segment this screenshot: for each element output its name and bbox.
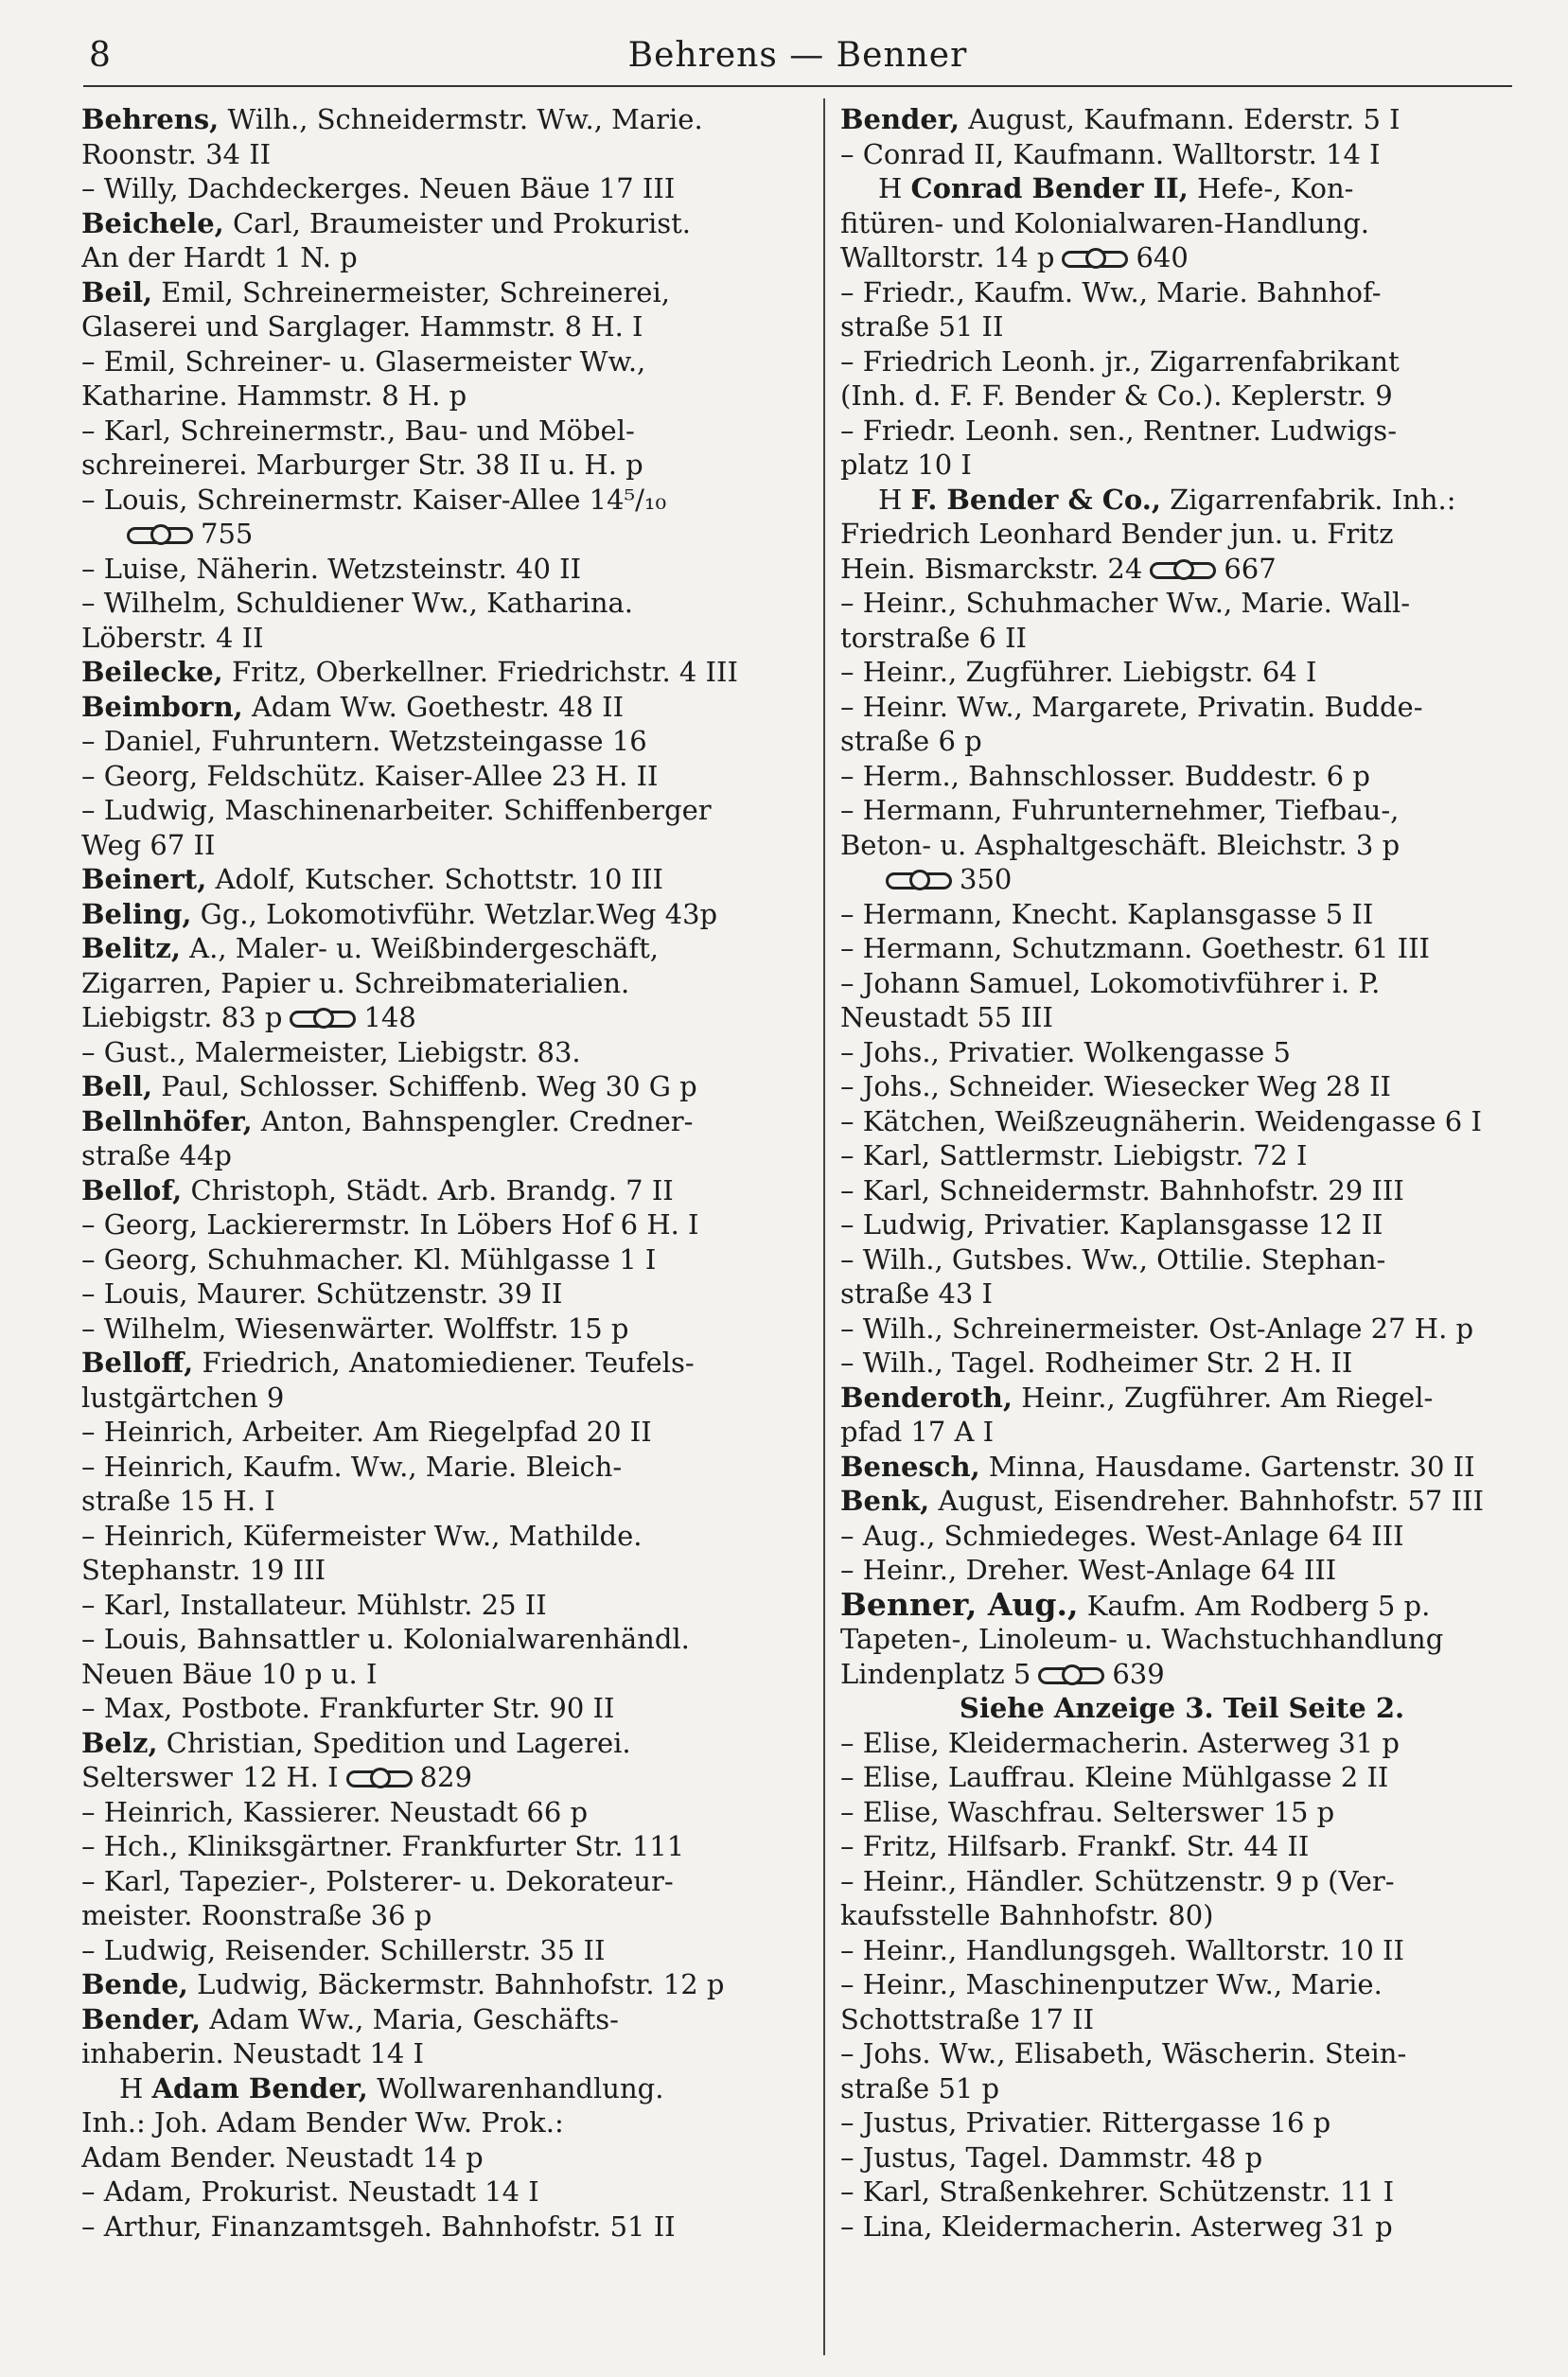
directory-entry-line bbox=[840, 309, 1524, 344]
entry-text: – Heinrich, Arbeiter. Am Riegelpfad 20 II bbox=[81, 1416, 652, 1448]
directory-entry-line bbox=[81, 1691, 810, 1726]
directory-entry-line bbox=[840, 206, 1524, 241]
entry-text: Walltorstr. 14 p bbox=[840, 241, 1055, 273]
header-rule bbox=[83, 85, 1512, 87]
directory-entry-line bbox=[840, 897, 1524, 932]
entry-text: Hefe-, Kon- bbox=[1188, 172, 1354, 204]
entry-text: Adam Ww., Maria, Geschäfts- bbox=[201, 2002, 619, 2035]
entry-text: – Luise, Näherin. Wetzsteinstr. 40 II bbox=[81, 552, 582, 585]
directory-entry-line bbox=[840, 517, 1524, 552]
entry-text: Paul, Schlosser. Schiffenb. Weg 30 G p bbox=[152, 1070, 697, 1102]
telephone-icon bbox=[886, 872, 952, 889]
directory-entry-line bbox=[81, 759, 810, 794]
entry-text: – Max, Postbote. Frankfurter Str. 90 II bbox=[81, 1692, 615, 1724]
directory-entry-line bbox=[81, 2140, 810, 2175]
entry-text: Friedrich, Anatomiediener. Teufels- bbox=[193, 1347, 695, 1379]
directory-entry-line bbox=[840, 102, 1524, 137]
firm-name: F. Bender & Co., bbox=[910, 483, 1161, 516]
entry-text: lustgärtchen 9 bbox=[81, 1381, 285, 1414]
telephone-icon bbox=[1038, 1667, 1104, 1684]
directory-entry-line bbox=[81, 1519, 810, 1554]
directory-entry-line bbox=[81, 1864, 810, 1899]
directory-entry-line bbox=[81, 1760, 810, 1795]
entry-text: – Elise, Kleidermacherin. Asterweg 31 p bbox=[840, 1726, 1400, 1759]
directory-entry-line bbox=[81, 1312, 810, 1347]
firm-marker: H bbox=[878, 172, 911, 204]
directory-entry-line bbox=[81, 240, 810, 275]
entry-text: Roonstr. 34 II bbox=[81, 137, 272, 170]
directory-entry-line bbox=[840, 275, 1524, 310]
entry-text: – Hermann, Fuhrunternehmer, Tiefbau-, bbox=[840, 794, 1400, 826]
surname: Bende, bbox=[81, 1968, 188, 2000]
directory-entry-line bbox=[840, 1967, 1524, 2002]
surname: Belloff, bbox=[81, 1347, 194, 1379]
entry-text: – Willy, Dachdeckerges. Neuen Bäue 17 III bbox=[81, 172, 676, 204]
entry-text: straße 15 H. I bbox=[81, 1485, 275, 1517]
directory-entry-line bbox=[81, 2175, 810, 2210]
entry-text: Emil, Schreinermeister, Schreinerei, bbox=[152, 275, 670, 308]
directory-entry-line bbox=[840, 1104, 1524, 1139]
directory-entry-line bbox=[81, 793, 810, 828]
directory-entry-line bbox=[840, 862, 1524, 897]
directory-entry-line bbox=[840, 690, 1524, 725]
entry-text: Hein. Bismarckstr. 24 bbox=[840, 552, 1143, 585]
entry-text: – Fritz, Hilfsarb. Frankf. Str. 44 II bbox=[840, 1830, 1310, 1862]
telephone-number: 350 bbox=[960, 863, 1013, 895]
directory-entry-line bbox=[81, 1000, 810, 1035]
directory-entry-line bbox=[840, 1173, 1524, 1208]
surname-emphasized: Benner, Aug., bbox=[840, 1587, 1079, 1622]
entry-text: August, Eisendreher. Bahnhofstr. 57 III bbox=[929, 1485, 1484, 1517]
directory-entry-line bbox=[840, 724, 1524, 759]
directory-entry-line bbox=[840, 1760, 1524, 1795]
telephone-icon bbox=[127, 527, 193, 544]
entry-text: – Karl, Installateur. Mühlstr. 25 II bbox=[81, 1588, 547, 1621]
directory-entry-line bbox=[81, 1069, 810, 1104]
directory-entry-line bbox=[81, 1173, 810, 1208]
directory-entry-line bbox=[840, 240, 1524, 275]
entry-text: – Hch., Kliniksgärtner. Frankfurter Str. 111 bbox=[81, 1830, 685, 1862]
entry-text: Beton- u. Asphaltgeschäft. Bleichstr. 3 p bbox=[840, 828, 1401, 861]
directory-entry-line bbox=[81, 1346, 810, 1381]
surname: Bellnhöfer, bbox=[81, 1104, 253, 1137]
entry-text: – Johs., Privatier. Wolkengasse 5 bbox=[840, 1035, 1291, 1068]
directory-entry-line bbox=[81, 1381, 810, 1416]
entry-text: pfad 17 A I bbox=[840, 1416, 995, 1448]
directory-entry-line bbox=[840, 2175, 1524, 2210]
surname: Beil, bbox=[81, 275, 153, 308]
directory-entry-line bbox=[81, 275, 810, 310]
entry-text: – Wilh., Tagel. Rodheimer Str. 2 H. II bbox=[840, 1347, 1353, 1379]
column-rule bbox=[823, 98, 825, 2355]
entry-text: – Heinr., Schuhmacher Ww., Marie. Wall- bbox=[840, 587, 1411, 619]
entry-text: straße 51 II bbox=[840, 310, 1004, 343]
directory-entry-line bbox=[840, 828, 1524, 863]
entry-text: – Wilhelm, Wiesenwärter. Wolffstr. 15 p bbox=[81, 1312, 629, 1345]
running-title: Behrens — Benner bbox=[627, 36, 968, 75]
entry-text: Adam Bender. Neustadt 14 p bbox=[81, 2140, 484, 2174]
directory-entry-line bbox=[81, 1553, 810, 1588]
surname: Bender, bbox=[81, 2002, 202, 2035]
directory-entry-line bbox=[840, 1588, 1524, 1623]
entry-text: meister. Roonstraße 36 p bbox=[81, 1899, 432, 1931]
directory-entry-line bbox=[840, 2071, 1524, 2106]
surname: Beling, bbox=[81, 897, 192, 930]
directory-entry-line bbox=[840, 2105, 1524, 2140]
directory-entry-line bbox=[81, 690, 810, 725]
entry-text: Stephanstr. 19 III bbox=[81, 1554, 326, 1586]
entry-text: – Hermann, Schutzmann. Goethestr. 61 III bbox=[840, 932, 1431, 964]
entry-text: straße 44p bbox=[81, 1139, 232, 1171]
entry-text: – Justus, Privatier. Rittergasse 16 p bbox=[840, 2106, 1331, 2139]
entry-text: – Heinr., Dreher. West-Anlage 64 III bbox=[840, 1554, 1337, 1586]
page-number: 8 bbox=[89, 36, 111, 75]
entry-text: – Karl, Schneidermstr. Bahnhofstr. 29 III bbox=[840, 1173, 1404, 1206]
surname: Beichele, bbox=[81, 206, 224, 239]
directory-entry-line bbox=[840, 171, 1524, 206]
entry-text: – Hermann, Knecht. Kaplansgasse 5 II bbox=[840, 897, 1374, 930]
directory-entry-line bbox=[81, 621, 810, 656]
entry-text: Neuen Bäue 10 p u. I bbox=[81, 1657, 378, 1690]
entry-text: Wilh., Schneidermstr. Ww., Marie. bbox=[219, 103, 703, 135]
entry-text: – Heinr., Maschinenputzer Ww., Marie. bbox=[840, 1968, 1383, 2000]
directory-entry-line bbox=[81, 137, 810, 172]
directory-entry-line bbox=[840, 1346, 1524, 1381]
directory-entry-line bbox=[81, 344, 810, 379]
entry-text: Christoph, Städt. Arb. Brandg. 7 II bbox=[182, 1173, 674, 1206]
entry-text: – Herm., Bahnschlosser. Buddestr. 6 p bbox=[840, 759, 1370, 792]
entry-text: – Friedr., Kaufm. Ww., Marie. Bahnhof- bbox=[840, 275, 1382, 308]
entry-text: – Georg, Lackierermstr. In Löbers Hof 6 H. I bbox=[81, 1208, 699, 1241]
directory-entry-line bbox=[81, 862, 810, 897]
directory-entry-line bbox=[840, 759, 1524, 794]
directory-entry-line bbox=[81, 1588, 810, 1623]
entry-text: – Lina, Kleidermacherin. Asterweg 31 p bbox=[840, 2210, 1393, 2243]
entry-text: – Arthur, Finanzamtsgeh. Bahnhofstr. 51 II bbox=[81, 2210, 676, 2243]
directory-entry-line bbox=[840, 379, 1524, 414]
surname: Beilecke, bbox=[81, 656, 223, 688]
entry-text: Lindenplatz 5 bbox=[840, 1657, 1031, 1690]
directory-entry-line bbox=[81, 1933, 810, 1968]
directory-entry-line bbox=[81, 379, 810, 414]
directory-entry-line bbox=[840, 137, 1524, 172]
directory-entry-line bbox=[81, 171, 810, 206]
entry-text: – Justus, Tagel. Dammstr. 48 p bbox=[840, 2140, 1263, 2174]
directory-entry-line bbox=[81, 309, 810, 344]
telephone-icon bbox=[1150, 562, 1216, 579]
entry-text: straße 51 p bbox=[840, 2071, 1000, 2104]
directory-entry-line bbox=[81, 1657, 810, 1692]
entry-text: straße 43 I bbox=[840, 1277, 994, 1310]
telephone-number: 639 bbox=[1112, 1657, 1165, 1690]
directory-entry-line bbox=[81, 1484, 810, 1519]
directory-entry-line bbox=[81, 2036, 810, 2071]
entry-text: – Karl, Straßenkehrer. Schützenstr. 11 I bbox=[840, 2175, 1395, 2208]
entry-text: Minna, Hausdame. Gartenstr. 30 II bbox=[979, 1450, 1475, 1483]
directory-entry-line bbox=[81, 206, 810, 241]
directory-entry-line bbox=[81, 724, 810, 759]
entry-text: – Ludwig, Maschinenarbeiter. Schiffenberger bbox=[81, 794, 712, 826]
surname: Belz, bbox=[81, 1726, 158, 1759]
directory-entry-line bbox=[81, 1726, 810, 1761]
directory-entry-line bbox=[81, 552, 810, 587]
entry-text: – Karl, Schreinermstr., Bau- und Möbel- bbox=[81, 414, 635, 447]
surname: Bellof, bbox=[81, 1173, 183, 1206]
directory-entry-line bbox=[840, 1726, 1524, 1761]
directory-entry-line bbox=[840, 931, 1524, 966]
directory-entry-line bbox=[840, 655, 1524, 690]
entry-text: A., Maler- u. Weißbindergeschäft, bbox=[180, 932, 659, 964]
entry-text: torstraße 6 II bbox=[840, 621, 1027, 654]
directory-entry-line bbox=[81, 586, 810, 621]
telephone-icon bbox=[1062, 251, 1128, 268]
entry-text: – Louis, Maurer. Schützenstr. 39 II bbox=[81, 1277, 563, 1310]
entry-text: – Friedrich Leonh. jr., Zigarrenfabrikant bbox=[840, 344, 1400, 378]
telephone-number: 148 bbox=[363, 1001, 416, 1033]
directory-entry-line bbox=[840, 2210, 1524, 2245]
directory-entry-line bbox=[840, 1415, 1524, 1450]
directory-entry-line bbox=[840, 1312, 1524, 1347]
telephone-icon bbox=[346, 1770, 413, 1787]
entry-text: fitüren- und Kolonialwaren-Handlung. bbox=[840, 206, 1369, 239]
entry-text: – Wilhelm, Schuldiener Ww., Katharina. bbox=[81, 587, 634, 619]
directory-entry-line bbox=[81, 414, 810, 449]
entry-text: straße 6 p bbox=[840, 725, 982, 757]
directory-entry-line bbox=[81, 2002, 810, 2037]
entry-text: – Karl, Sattlermstr. Liebigstr. 72 I bbox=[840, 1139, 1308, 1171]
entry-text: Anton, Bahnspengler. Credner- bbox=[252, 1104, 694, 1137]
entry-text: Neustadt 55 III bbox=[840, 1001, 1053, 1033]
directory-entry-line bbox=[81, 1967, 810, 2002]
directory-entry-line bbox=[81, 1207, 810, 1242]
directory-entry-line bbox=[840, 1138, 1524, 1173]
directory-entry-line bbox=[81, 1277, 810, 1312]
directory-entry-line bbox=[840, 1000, 1524, 1035]
firm-marker: H bbox=[878, 483, 911, 516]
entry-text: Inh.: Joh. Adam Bender Ww. Prok.: bbox=[81, 2106, 564, 2139]
entry-text: August, Kaufmann. Ederstr. 5 I bbox=[960, 103, 1401, 135]
entry-text: – Conrad II, Kaufmann. Walltorstr. 14 I bbox=[840, 137, 1381, 170]
directory-entry-line bbox=[81, 2210, 810, 2245]
surname: Beimborn, bbox=[81, 690, 243, 723]
entry-text: – Heinr., Händler. Schützenstr. 9 p (Ver- bbox=[840, 1864, 1395, 1897]
surname: Behrens, bbox=[81, 103, 220, 135]
entry-text: – Johs., Schneider. Wiesecker Weg 28 II bbox=[840, 1070, 1392, 1102]
entry-text: platz 10 I bbox=[840, 449, 972, 481]
directory-entry-line bbox=[840, 1622, 1524, 1657]
advertisement-reference: Siehe Anzeige 3. Teil Seite 2. bbox=[959, 1692, 1405, 1724]
entry-text: Christian, Spedition und Lagerei. bbox=[157, 1726, 631, 1759]
entry-text: Carl, Braumeister und Prokurist. bbox=[223, 206, 691, 239]
entry-text: – Louis, Bahnsattler u. Kolonialwarenhändl. bbox=[81, 1623, 690, 1655]
directory-entry-line bbox=[840, 1381, 1524, 1416]
entry-text: – Kätchen, Weißzeugnäherin. Weidengasse 6 I bbox=[840, 1104, 1482, 1137]
directory-entry-line bbox=[81, 828, 810, 863]
directory-entry-line bbox=[81, 1242, 810, 1277]
entry-text: Selterswег 12 H. I bbox=[81, 1761, 339, 1793]
entry-text: Löberstr. 4 II bbox=[81, 621, 264, 654]
directory-entry-line bbox=[840, 1829, 1524, 1864]
entry-text: Wollwarenhandlung. bbox=[367, 2071, 664, 2104]
left-column bbox=[81, 102, 810, 2244]
directory-entry-line bbox=[81, 655, 810, 690]
directory-entry-line bbox=[840, 1484, 1524, 1519]
entry-text: Gg., Lokomotivführ. Wetzlar.Weg 43p bbox=[191, 897, 718, 930]
telephone-number: 829 bbox=[419, 1761, 472, 1793]
entry-text: – Daniel, Fuhruntern. Wetzsteingasse 16 bbox=[81, 725, 647, 757]
directory-entry-line bbox=[81, 1898, 810, 1933]
directory-entry-line bbox=[81, 1450, 810, 1485]
directory-entry-line bbox=[840, 621, 1524, 656]
entry-text: – Elise, Lauffrau. Kleine Mühlgasse 2 II bbox=[840, 1761, 1389, 1793]
entry-text: – Aug., Schmiedeges. West-Anlage 64 III bbox=[840, 1519, 1404, 1552]
directory-entry-line bbox=[840, 1242, 1524, 1277]
entry-text: schreinerei. Marburger Str. 38 II u. H. p bbox=[81, 449, 643, 481]
surname: Bell, bbox=[81, 1070, 153, 1102]
directory-entry-line bbox=[840, 2002, 1524, 2037]
telephone-number: 667 bbox=[1224, 552, 1277, 585]
entry-text: Liebigstr. 83 p bbox=[81, 1001, 283, 1033]
entry-text: kaufsstelle Bahnhofstr. 80) bbox=[840, 1899, 1214, 1931]
entry-text: – Heinrich, Kassierer. Neustadt 66 p bbox=[81, 1795, 589, 1828]
directory-entry-line bbox=[81, 517, 810, 552]
directory-entry-line bbox=[840, 1553, 1524, 1588]
directory-entry-line bbox=[840, 414, 1524, 449]
directory-entry-line bbox=[840, 483, 1524, 518]
entry-text: – Ludwig, Privatier. Kaplansgasse 12 II bbox=[840, 1208, 1383, 1241]
directory-entry-line bbox=[840, 2036, 1524, 2071]
directory-entry-line bbox=[840, 1450, 1524, 1485]
directory-entry-line bbox=[840, 966, 1524, 1001]
entry-text: – Heinr. Ww., Margarete, Privatin. Budde- bbox=[840, 690, 1423, 723]
surname: Benderoth, bbox=[840, 1381, 1013, 1414]
entry-text: Adam Ww. Goethestr. 48 II bbox=[242, 690, 625, 723]
entry-text: Ludwig, Bäckermstr. Bahnhofstr. 12 p bbox=[187, 1968, 725, 2000]
directory-entry-line bbox=[81, 1415, 810, 1450]
directory-entry-line bbox=[81, 1104, 810, 1139]
entry-text: Kaufm. Am Rodberg 5 p. bbox=[1078, 1589, 1431, 1622]
entry-text: – Ludwig, Reisender. Schillerstr. 35 II bbox=[81, 1933, 606, 1966]
entry-text: (Inh. d. F. F. Bender & Co.). Keplerstr. 9 bbox=[840, 379, 1393, 412]
telephone-icon bbox=[290, 1011, 356, 1028]
directory-entry-line bbox=[81, 102, 810, 137]
right-column bbox=[840, 102, 1524, 2244]
entry-text: – Gust., Malermeister, Liebigstr. 83. bbox=[81, 1035, 581, 1068]
surname: Beinert, bbox=[81, 863, 207, 895]
entry-text: – Heinrich, Küfermeister Ww., Mathilde. bbox=[81, 1519, 643, 1552]
directory-entry-line bbox=[840, 1519, 1524, 1554]
directory-entry-line bbox=[840, 1035, 1524, 1070]
directory-entry-line bbox=[840, 2140, 1524, 2175]
directory-entry-line bbox=[840, 448, 1524, 483]
entry-text: – Karl, Tapezier-, Polsterer- u. Dekorateur- bbox=[81, 1864, 674, 1897]
entry-text: Schottstraße 17 II bbox=[840, 2002, 1095, 2035]
entry-text: inhaberin. Neustadt 14 I bbox=[81, 2037, 424, 2069]
directory-entry-line bbox=[81, 966, 810, 1001]
directory-entry-line bbox=[81, 483, 810, 518]
entry-text: – Emil, Schreiner- u. Glasermeister Ww., bbox=[81, 344, 646, 378]
telephone-number: 755 bbox=[201, 518, 254, 550]
entry-text: Heinr., Zugführer. Am Riegel- bbox=[1012, 1381, 1434, 1414]
entry-text: Glaserei und Sarglager. Hammstr. 8 H. I bbox=[81, 310, 643, 343]
entry-text: – Friedr. Leonh. sen., Rentner. Ludwigs- bbox=[840, 414, 1397, 447]
entry-text: Tapeten-, Linoleum- u. Wachstuchhandlung bbox=[840, 1623, 1444, 1655]
entry-text: – Heinrich, Kaufm. Ww., Marie. Bleich- bbox=[81, 1450, 623, 1483]
entry-text: An der Hardt 1 N. p bbox=[81, 241, 358, 273]
surname: Bender, bbox=[840, 103, 960, 135]
directory-entry-line bbox=[840, 1933, 1524, 1968]
entry-text: Friedrich Leonhard Bender jun. u. Fritz bbox=[840, 518, 1394, 550]
directory-entry-line bbox=[81, 1138, 810, 1173]
entry-text: – Louis, Schreinermstr. Kaiser-Allee 14⁵/₁₀ bbox=[81, 483, 667, 516]
surname: Belitz, bbox=[81, 932, 181, 964]
firm-name: Adam Bender, bbox=[151, 2071, 368, 2104]
directory-entry-line bbox=[81, 2071, 810, 2106]
directory-entry-line bbox=[81, 1829, 810, 1864]
directory-entry-line bbox=[81, 448, 810, 483]
directory-entry-line bbox=[840, 1864, 1524, 1899]
firm-name: Conrad Bender II, bbox=[910, 172, 1189, 204]
entry-text: – Heinr., Handlungsgeh. Walltorstr. 10 II bbox=[840, 1933, 1404, 1966]
directory-entry-line bbox=[840, 793, 1524, 828]
directory-entry-line bbox=[81, 931, 810, 966]
directory-entry-line bbox=[81, 1795, 810, 1830]
firm-marker: H bbox=[119, 2071, 152, 2104]
directory-entry-line bbox=[81, 897, 810, 932]
entry-text: – Georg, Feldschütz. Kaiser-Allee 23 H. II bbox=[81, 759, 659, 792]
directory-entry-line bbox=[81, 2105, 810, 2140]
directory-entry-line bbox=[840, 1069, 1524, 1104]
surname: Benk, bbox=[840, 1485, 930, 1517]
page-header bbox=[83, 36, 1512, 93]
entry-text: – Johann Samuel, Lokomotivführer i. P. bbox=[840, 966, 1381, 999]
entry-text: – Wilh., Gutsbes. Ww., Ottilie. Stephan- bbox=[840, 1242, 1386, 1276]
entry-text: Katharine. Hammstr. 8 H. p bbox=[81, 379, 467, 412]
entry-text: – Elise, Waschfrau. Selterswег 15 p bbox=[840, 1795, 1335, 1828]
directory-entry-line bbox=[840, 1657, 1524, 1692]
directory-entry-line bbox=[840, 1277, 1524, 1312]
directory-entry-line bbox=[81, 1035, 810, 1070]
entry-text: Zigarrenfabrik. Inh.: bbox=[1160, 483, 1456, 516]
entry-text: Adolf, Kutscher. Schottstr. 10 III bbox=[206, 863, 664, 895]
directory-entry-line bbox=[840, 1898, 1524, 1933]
telephone-number: 640 bbox=[1136, 241, 1189, 273]
directory-entry-line bbox=[840, 1795, 1524, 1830]
entry-text: Weg 67 II bbox=[81, 828, 216, 861]
directory-entry-line bbox=[840, 552, 1524, 587]
surname: Benesch, bbox=[840, 1450, 980, 1483]
directory-entry-line bbox=[840, 344, 1524, 379]
entry-text: Zigarren, Papier u. Schreibmaterialien. bbox=[81, 966, 630, 999]
directory-entry-line bbox=[81, 1622, 810, 1657]
entry-text: – Wilh., Schreinermeister. Ost-Anlage 27 H. p bbox=[840, 1312, 1474, 1345]
entry-text: – Johs. Ww., Elisabeth, Wäscherin. Stein- bbox=[840, 2037, 1407, 2069]
entry-text: – Heinr., Zugführer. Liebigstr. 64 I bbox=[840, 656, 1317, 688]
entry-text: – Adam, Prokurist. Neustadt 14 I bbox=[81, 2175, 539, 2208]
directory-entry-line bbox=[840, 586, 1524, 621]
directory-entry-line bbox=[840, 1207, 1524, 1242]
entry-text: – Georg, Schuhmacher. Kl. Mühlgasse 1 I bbox=[81, 1242, 657, 1276]
entry-text: Fritz, Oberkellner. Friedrichstr. 4 III bbox=[222, 656, 738, 688]
